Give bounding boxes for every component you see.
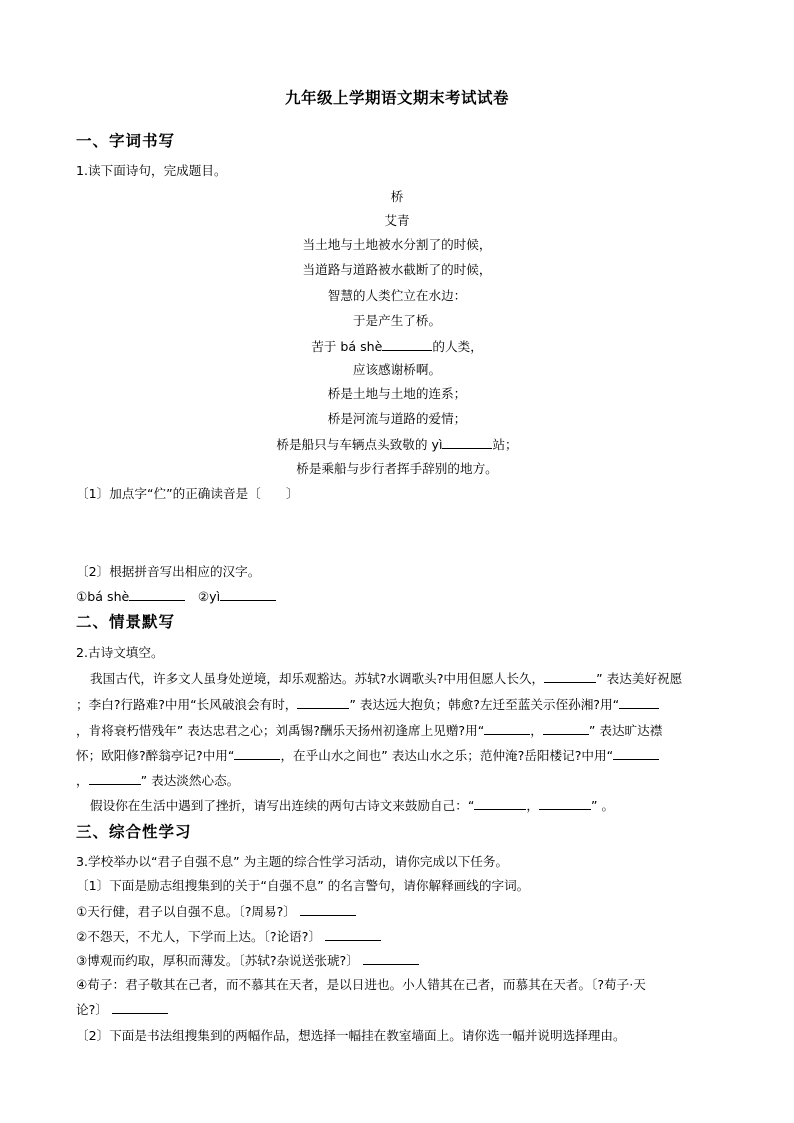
paragraph-line: [90, 670, 682, 687]
answer-label-a: ①bá shè: [76, 589, 130, 604]
paragraph-line: [76, 772, 239, 789]
quote-item: [76, 952, 419, 969]
paragraph-line: [76, 722, 662, 739]
sub-question-2: 〔2〕下面是书法组搜集到的两幅作品，想选择一幅挂在教室墙面上。请你选一幅并说明选择理由。: [76, 1028, 626, 1043]
question-1-stem: 1.读下面诗句，完成题目。: [76, 163, 227, 178]
poem-line-with-blank: [0, 436, 794, 453]
text-span: ” 表达远大抱负；韩愈?左迁至蓝关示侄孙湘?用“: [349, 697, 620, 712]
fill-blank[interactable]: [619, 696, 659, 709]
fill-blank[interactable]: [474, 797, 526, 810]
quote-item: [76, 928, 381, 945]
text-span: 假设你在生活中遇到了挫折，请写出连续的两句古诗文来鼓励自己：“: [90, 798, 475, 813]
fill-blank[interactable]: [300, 903, 356, 916]
answer-blank-b[interactable]: [220, 588, 276, 601]
answer-blank-a[interactable]: [129, 588, 185, 601]
fill-blank[interactable]: [89, 772, 141, 785]
fill-blank[interactable]: [363, 952, 419, 965]
poem-line-with-blank: [0, 338, 794, 355]
fill-blank[interactable]: [539, 797, 591, 810]
quote-item: ④荀子：君子敬其在己者，而不慕其在天者，是以日进也。小人错其在己者，而慕其在天者。〔?荀子·天: [76, 977, 646, 992]
poem-title: 桥: [390, 189, 404, 204]
fill-blank-bashe[interactable]: [382, 338, 432, 351]
poem-line: 桥是河流与道路的爱情；: [327, 411, 467, 426]
quote-text: ①天行健，君子以自强不息。〔?周易?〕: [76, 904, 296, 919]
fill-blank[interactable]: [543, 722, 589, 735]
sub-question-2: 〔2〕根据拼音写出相应的汉字。: [76, 564, 261, 579]
text-span: ” 表达美好祝愿: [596, 671, 683, 686]
paragraph-line: [90, 797, 614, 814]
poem-line: 当道路与道路被水截断了的时候，: [302, 262, 492, 277]
page-title: 九年级上学期语文期末考试试卷: [284, 89, 509, 107]
poem-line-part: 苦于 bá shè: [311, 339, 383, 354]
text-span: ” 表达旷达襟: [588, 723, 663, 738]
section-heading-2: 二、情景默写: [76, 613, 176, 631]
sub-question-1: 〔1〕下面是励志组搜集到的关于“自强不息” 的名言警句，请你解释画线的字词。: [76, 878, 530, 893]
question-2-stem: 2.古诗文填空。: [76, 645, 164, 660]
fill-blank[interactable]: [112, 1001, 168, 1014]
poem-line: 桥是乘船与步行者挥手辞别的地方。: [296, 461, 498, 476]
text-span: ，肯将衰朽惜残年” 表达忠君之心；刘禹锡?酬乐天扬州初逢席上见赠?用“: [76, 723, 485, 738]
poem-line: 于是产生了桥。: [352, 313, 442, 328]
text-span: ，: [526, 798, 539, 813]
quote-text: ②不怨天，不尤人，下学而上达。〔?论语?〕: [76, 929, 322, 944]
fill-blank[interactable]: [544, 670, 596, 683]
text-span: 怀；欧阳修?醉翁亭记?中用“: [76, 748, 235, 763]
section-heading-1: 一、字词书写: [76, 132, 176, 150]
fill-blank[interactable]: [325, 928, 381, 941]
text-span: ，: [76, 773, 89, 788]
poem-line-part: 站；: [492, 437, 518, 452]
poem-author: 艾青: [384, 213, 410, 228]
poem-line: 应该感谢桥啊。: [352, 362, 442, 377]
answer-row: [76, 588, 276, 605]
text-span: ；李白?行路难?中用“长风破浪会有时，: [76, 697, 298, 712]
fill-blank[interactable]: [297, 696, 349, 709]
text-span: ，在乎山水之间也” 表达山水之乐；范仲淹?岳阳楼记?中用“: [280, 748, 614, 763]
poem-line: 当土地与土地被水分割了的时候，: [302, 237, 492, 252]
sub-question-1: 〔1〕加点字“伫”的正确读音是〔 〕: [76, 486, 299, 501]
quote-item-cont: [76, 1001, 168, 1018]
answer-label-b: ②yì: [197, 589, 221, 604]
question-3-stem: 3.学校举办以“君子自强不息” 为主题的综合性学习活动，请你完成以下任务。: [76, 854, 509, 869]
text-span: ” 。: [590, 798, 615, 813]
fill-blank-yi[interactable]: [442, 436, 492, 449]
quote-text: ③博观而约取，厚积而薄发。〔苏轼?杂说送张琥?〕: [76, 953, 359, 968]
paragraph-line: [76, 747, 659, 764]
poem-line: 智慧的人类伫立在水边：: [327, 288, 467, 303]
quote-item: [76, 903, 356, 920]
poem-line: 桥是土地与土地的连系；: [327, 386, 467, 401]
fill-blank[interactable]: [613, 747, 659, 760]
text-span: 我国古代，许多文人虽身处逆境，却乐观豁达。苏轼?水调歌头?中用但愿人长久，: [90, 671, 545, 686]
poem-line-part: 桥是船只与车辆点头致敬的 yì: [276, 437, 443, 452]
fill-blank[interactable]: [234, 747, 280, 760]
quote-text: 论?〕: [76, 1002, 108, 1017]
fill-blank[interactable]: [484, 722, 530, 735]
section-heading-3: 三、综合性学习: [76, 823, 192, 841]
text-span: ，: [530, 723, 543, 738]
text-span: ” 表达淡然心态。: [140, 773, 240, 788]
poem-line-part: 的人类，: [432, 339, 483, 354]
paragraph-line: [76, 696, 659, 713]
